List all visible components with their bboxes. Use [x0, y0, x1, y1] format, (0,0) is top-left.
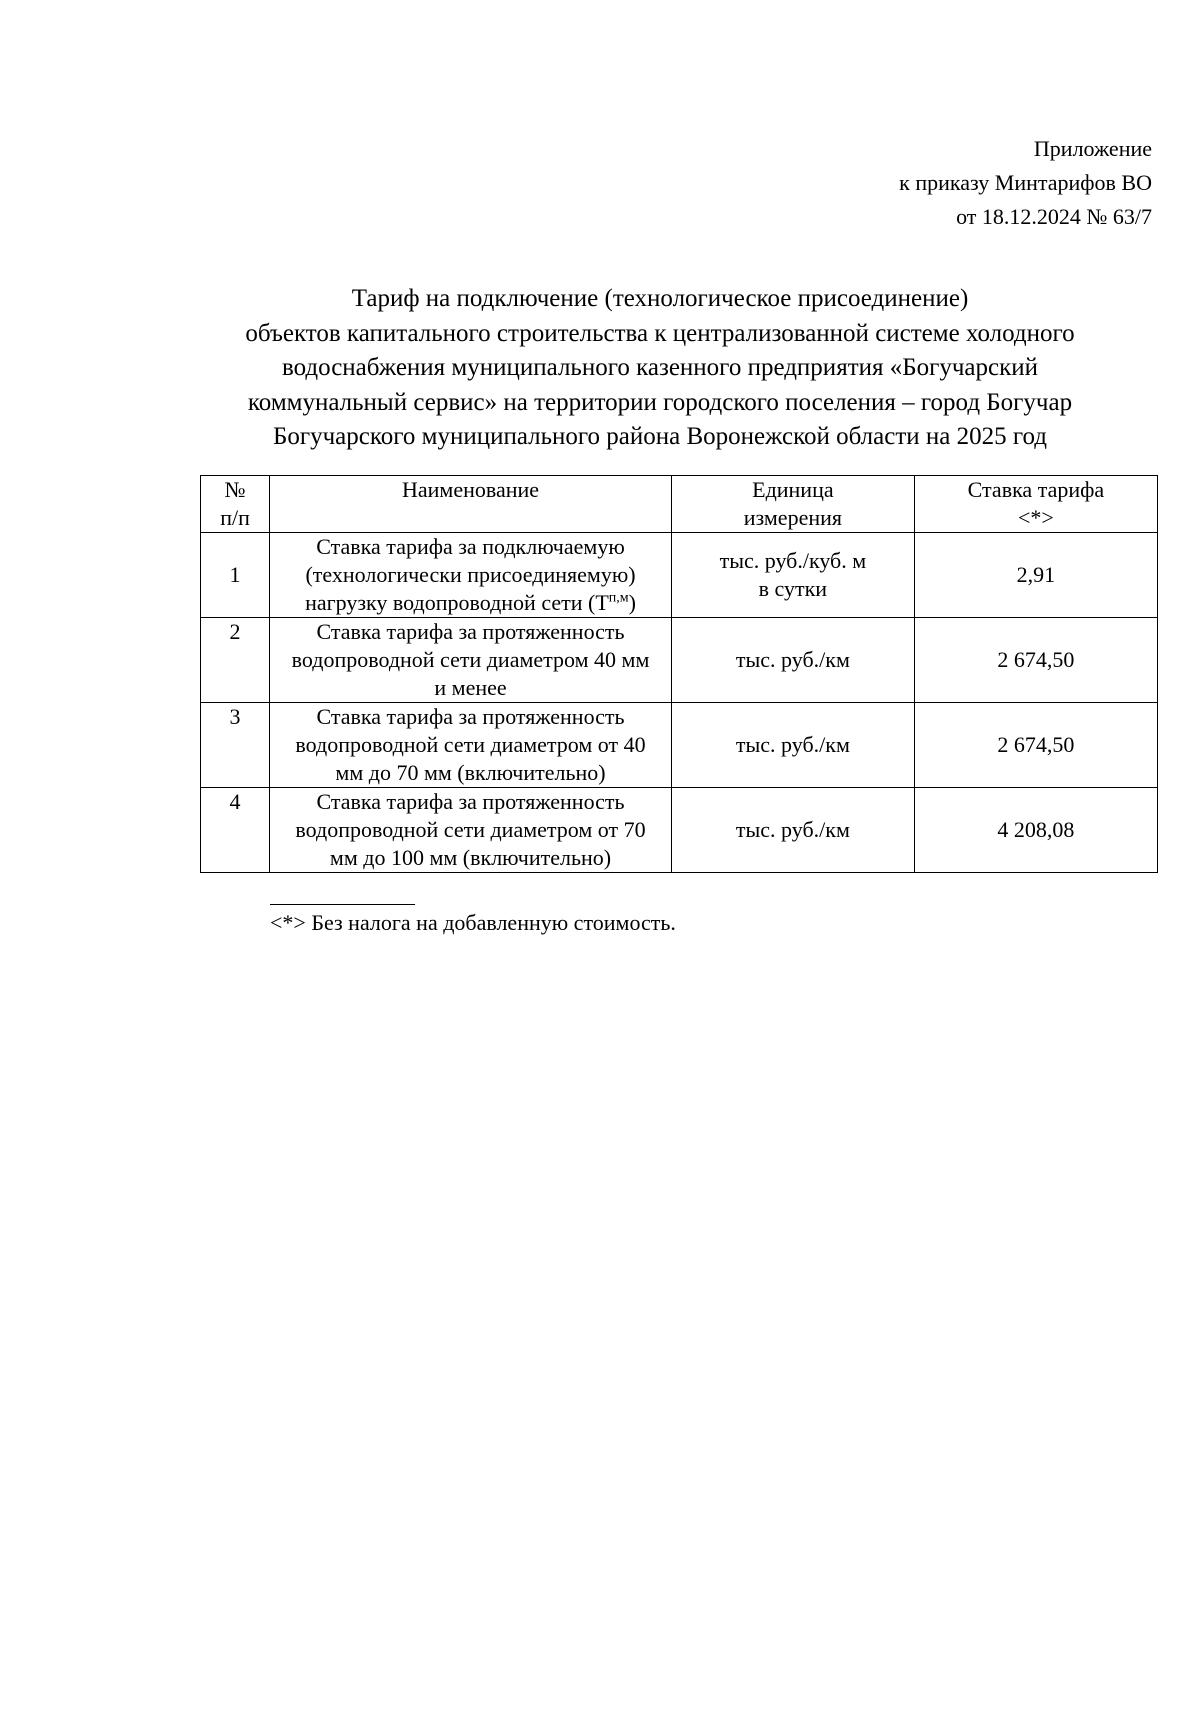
document-title [160, 282, 1160, 455]
header-unit: Единица измерения [671, 476, 914, 533]
header-name: Наименование [270, 476, 672, 533]
row-rate: 2,91 [914, 533, 1157, 618]
tariff-table [200, 475, 1158, 873]
appendix-reference [899, 132, 1152, 234]
row-name: Ставка тарифа за протяженность водопроводной сети диаметром от 70 мм до 100 мм (включительно) [270, 788, 672, 873]
row-number: 1 [201, 533, 270, 618]
row-rate: 2 674,50 [914, 618, 1157, 703]
row-number: 3 [201, 703, 270, 788]
title-line-2: объектов капитального строительства к централизованной системе холодного [245, 319, 1075, 347]
row-rate: 2 674,50 [914, 703, 1157, 788]
table-row [201, 533, 1158, 618]
row-number: 2 [201, 618, 270, 703]
table-row [201, 788, 1158, 873]
title-line-3: водоснабжения муниципального казенного предприятия «Богучарский [281, 354, 1039, 381]
appendix-order: к приказу Минтарифов ВО [899, 170, 1152, 195]
appendix-label: Приложение [1033, 136, 1152, 161]
table-header-row [201, 476, 1158, 533]
footnote: <*> Без налога на добавленную стоимость. [270, 910, 676, 935]
header-number: № п/п [201, 476, 270, 533]
title-line-1: Тариф на подключение (технологическое присоединение) [351, 285, 969, 312]
title-line-5: Богучарского муниципального района Воронежской области на 2025 год [273, 423, 1047, 450]
table-row [201, 703, 1158, 788]
header-rate: Ставка тарифа <*> [914, 476, 1157, 533]
row-name: Ставка тарифа за подключаемую (технологически присоединяемую) нагрузку водопроводной сети $(T^{п,м})$ [270, 533, 672, 618]
row-unit: тыс. руб./км [671, 788, 914, 873]
title-line-4: коммунальный сервис» на территории городского поселения – город Богучар [247, 388, 1073, 416]
row-name: Ставка тарифа за протяженность водопроводной сети диаметром от 40 мм до 70 мм (включительно) [270, 703, 672, 788]
footnote-divider [270, 904, 415, 905]
row-number: 4 [201, 788, 270, 873]
row-rate: 4 208,08 [914, 788, 1157, 873]
row-unit: тыс. руб./куб. м в сутки [671, 533, 914, 618]
row-unit: тыс. руб./км [671, 618, 914, 703]
appendix-date-number: от 18.12.2024 № 63/7 [956, 204, 1152, 229]
row-name: Ставка тарифа за протяженность водопроводной сети диаметром 40 мм и менее [270, 618, 672, 703]
row-unit: тыс. руб./км [671, 703, 914, 788]
table-row [201, 618, 1158, 703]
